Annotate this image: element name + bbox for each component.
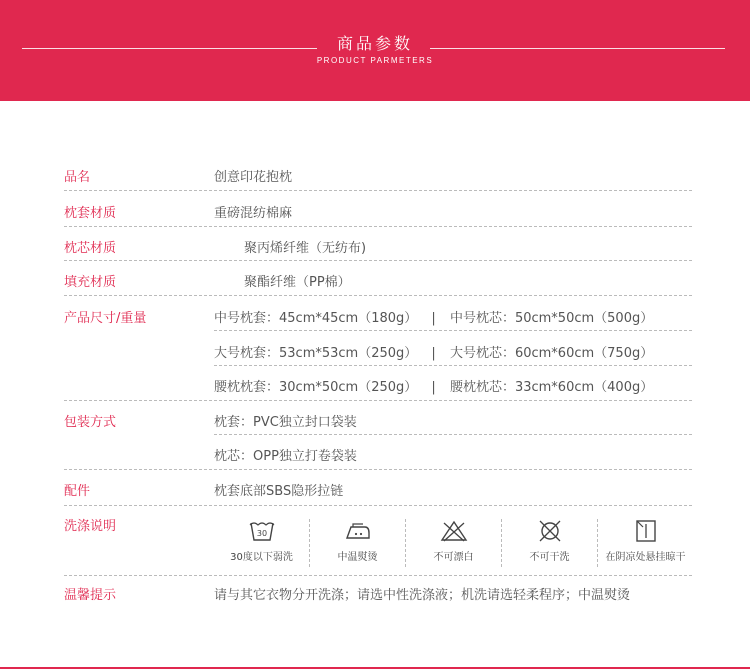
label-core-material: 枕芯材质 xyxy=(64,241,117,256)
size-line xyxy=(214,342,653,361)
size-core-large: 大号枕芯：60cm*60cm（750g） xyxy=(449,346,654,361)
no-bleach-icon xyxy=(439,519,469,543)
label-packaging: 包装方式 xyxy=(64,415,117,430)
label-cover-material: 枕套材质 xyxy=(64,206,117,221)
care-caption-dry: 在阴凉处悬挂晾干 xyxy=(605,552,686,563)
value-cover-material: 重磅混纺棉麻 xyxy=(214,206,293,221)
value-fill-material: 聚酯纤维（PP棉） xyxy=(244,275,351,290)
row-divider xyxy=(64,260,692,261)
value-packaging-core: 枕芯：OPP独立打卷袋装 xyxy=(214,449,357,464)
size-separator: | xyxy=(431,311,436,326)
row-divider xyxy=(214,434,692,435)
care-item-bleach xyxy=(406,517,501,569)
size-cover-medium: 中号枕套：45cm*45cm（180g） xyxy=(214,311,418,326)
wash-30-icon xyxy=(249,519,275,543)
iron-medium-icon xyxy=(343,519,373,543)
size-cover-lumbar: 腰枕枕套：30cm*50cm（250g） xyxy=(214,380,418,395)
care-item-iron xyxy=(310,517,405,569)
care-caption-dryclean: 不可干洗 xyxy=(529,552,570,563)
row-divider xyxy=(214,330,692,331)
row-divider xyxy=(64,400,692,401)
value-packaging-cover: 枕套：PVC独立封口袋装 xyxy=(214,415,357,430)
label-accessory: 配件 xyxy=(64,484,91,499)
header-line-right xyxy=(430,48,725,49)
row-divider xyxy=(64,505,692,506)
size-separator: | xyxy=(431,380,436,395)
wash-temp-badge: 30 xyxy=(256,529,267,538)
value-accessory: 枕套底部SBS隐形拉链 xyxy=(214,484,344,499)
row-divider xyxy=(64,226,692,227)
row-divider xyxy=(64,469,692,470)
care-icons xyxy=(214,517,692,569)
header-banner xyxy=(0,0,750,101)
label-size: 产品尺寸/重量 xyxy=(64,311,147,326)
row-divider xyxy=(64,575,692,576)
shade-dry-icon xyxy=(633,519,659,543)
value-name: 创意印花抱枕 xyxy=(214,170,293,185)
row-divider xyxy=(64,295,692,296)
care-item-dry xyxy=(598,517,693,569)
value-core-material: 聚丙烯纤维（无纺布) xyxy=(244,241,367,256)
size-core-medium: 中号枕芯：50cm*50cm（500g） xyxy=(449,311,654,326)
label-tips: 温馨提示 xyxy=(64,588,117,603)
care-caption-iron: 中温熨烫 xyxy=(337,552,378,563)
section-title: 商品参数 xyxy=(336,34,413,53)
no-dry-clean-icon xyxy=(535,519,565,543)
row-divider xyxy=(214,365,692,366)
value-tips: 请与其它衣物分开洗涤；请选中性洗涤液；机洗请选轻柔程序；中温熨烫 xyxy=(214,588,631,603)
size-cover-large: 大号枕套：53cm*53cm（250g） xyxy=(214,346,418,361)
label-washing: 洗涤说明 xyxy=(64,519,117,534)
size-core-lumbar: 腰枕枕芯：33cm*60cm（400g） xyxy=(449,380,654,395)
size-line xyxy=(214,376,653,395)
label-fill-material: 填充材质 xyxy=(64,275,117,290)
row-divider xyxy=(64,190,692,191)
size-separator: | xyxy=(431,346,436,361)
section-subtitle: PRODUCT PARMETERS xyxy=(316,56,434,65)
care-item-wash xyxy=(214,517,309,569)
care-caption-wash: 30度以下弱洗 xyxy=(230,552,293,563)
care-item-dryclean xyxy=(502,517,597,569)
label-name: 品名 xyxy=(64,170,91,185)
size-line xyxy=(214,307,653,326)
care-caption-bleach: 不可漂白 xyxy=(433,552,474,563)
